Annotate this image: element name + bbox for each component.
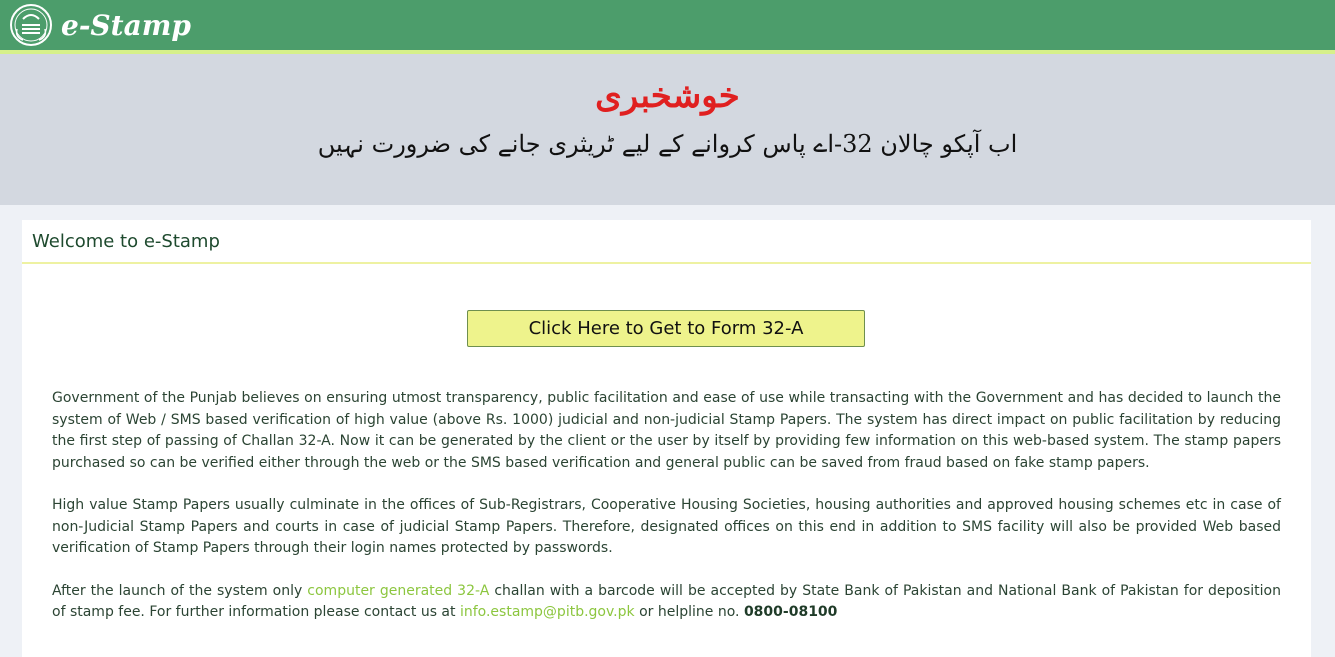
logo-text[interactable]: e-Stamp bbox=[61, 9, 191, 42]
panel-header bbox=[22, 220, 1311, 264]
intro-paragraph: Government of the Punjab believes on ensuring utmost transparency, public facilitation and ease of use while transacting with the Government and has decided to launch the system of Web / SMS based verification of high value (above Rs. 1000) judicial and non-judicial Stamp Papers. The system has direct impact on public facilitation by reducing the first step of passing of Challan 32-A. Now it can be generated by the client or the user by itself by providing few information on this web-based system. The stamp papers purchased so can be verified either through the web or the SMS based verification and general public can be saved from fraud based on fake stamp papers. bbox=[52, 390, 1281, 471]
computer-generated-link[interactable]: computer generated 32-A bbox=[307, 582, 490, 599]
offices-paragraph: High value Stamp Papers usually culminate in the offices of Sub-Registrars, Cooperative Housing Societies, housing authorities and approved housing schemes etc in case of non-Judicial Stamp Papers and courts in case of judicial Stamp Papers. Therefore, designated offices on this end in addition to SMS facility will also be provided Web based verification of Stamp Papers through their login names protected by passwords. bbox=[52, 497, 1281, 556]
banner-title: خوشخبری bbox=[595, 76, 740, 116]
contact-text-1: After the launch of the system only bbox=[52, 582, 308, 599]
email-link[interactable]: info.estamp@pitb.gov.pk bbox=[459, 604, 635, 620]
contact-text-2: challan with a barcode will be accepted by State Bank of Pakistan and National Bank of Pakistan for deposition of stamp fee. For further information please contact us at bbox=[52, 582, 1281, 620]
panel-content bbox=[52, 388, 1281, 645]
app-header bbox=[0, 0, 1335, 54]
punjab-emblem-icon[interactable] bbox=[9, 3, 53, 47]
contact-text-3: or helpline no. bbox=[634, 604, 744, 620]
contact-paragraph bbox=[52, 581, 1281, 624]
announcement-banner bbox=[0, 54, 1335, 205]
banner-subtitle: اب آپکو چالان 32-اے پاس کروانے کے لیے ٹریثری جانے کی ضرورت نہیں bbox=[317, 130, 1018, 158]
helpline-number: 0800-08100 bbox=[743, 604, 838, 620]
panel-title: Welcome to e-Stamp bbox=[32, 230, 220, 252]
welcome-panel bbox=[22, 220, 1311, 657]
form-32a-button[interactable]: Click Here to Get to Form 32-A bbox=[467, 310, 865, 347]
